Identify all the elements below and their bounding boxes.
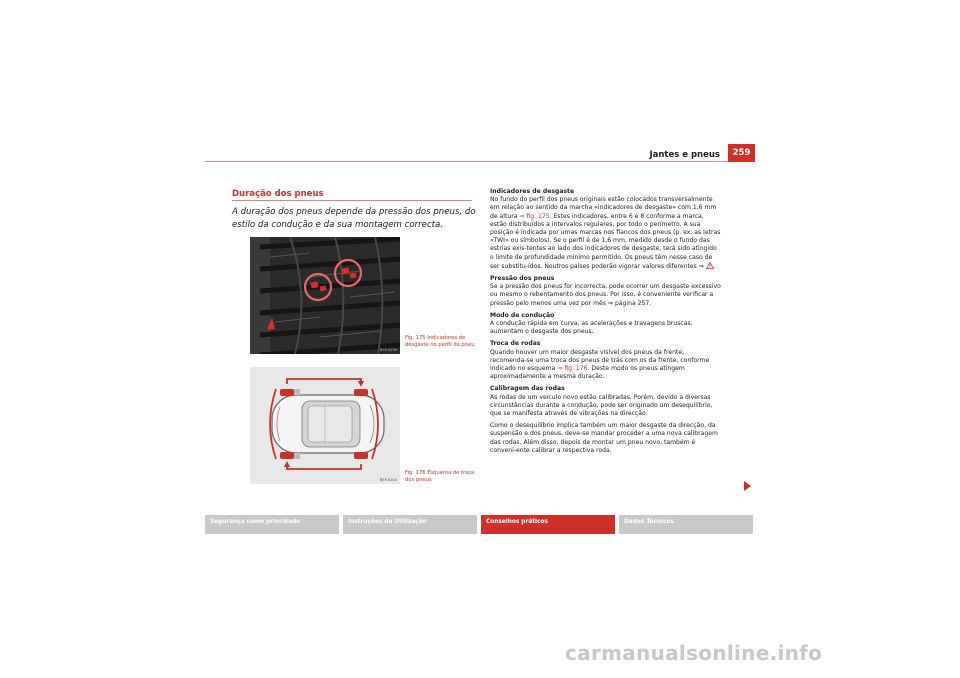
pressure-paragraph: Se a pressão dos pneus for incorrecta, pode ocorrer um desgaste excessivo ou mesmo o rebentamento dos pneus. Por isso, é conveniente verificar a pressão pelo menos uma vez por mês ⇒ página 257. bbox=[490, 283, 721, 307]
tread-illustration bbox=[250, 237, 400, 354]
figure-176-caption: Fig. 176 Esquema de troca dos pneus bbox=[405, 470, 475, 483]
header-divider bbox=[205, 161, 728, 162]
pressure-heading: Pressão dos pneus bbox=[490, 275, 555, 283]
wear-text-2: . Estes indicadores, entre 6 e 8 conforme a marca, estão distribuídos a intervalos regulares, por todo o perímetro. A sua posição é indicada por umas marcas nos flancos dos pneus (p. ex. as letras «TWI» ou símbolos). Se o perfil é de 1,6 mm, medido desde o fundo das estrias exis-tentes ao lado dos indicadores de desgaste, terá sido atingido o limite de profundidade mínimo permitido. Os pneus têm nesse caso de ser substitu-ídos. Noutros países poderão vigorar valores diferentes ⇒ bbox=[490, 212, 721, 270]
figure-175-code: B5P-0036 bbox=[380, 348, 397, 352]
swap-paragraph bbox=[490, 349, 722, 382]
section-intro: A duração dos pneus depende da pressão dos pneus, do estilo da condução e da sua montagem correcta. bbox=[232, 207, 476, 230]
driving-heading: Modo de condução bbox=[490, 311, 555, 319]
balance-paragraph-2: Como o desequilíbrio implica também um maior desgaste da direcção, da suspensão e dos pneus, deve-se mandar proceder a uma nova calibragem das rodas. Além disso, depois de montar um pneu novo, também é conveni-ente calibrar a respectiva roda. bbox=[490, 422, 718, 454]
page-number: 259 bbox=[728, 144, 755, 162]
watermark: carmanualsonline.info bbox=[565, 641, 823, 665]
tab-instrucoes[interactable]: Instruções de Utilização bbox=[343, 515, 477, 534]
wear-paragraph: No fundo do perfil dos pneus originais estão colocados transversalmente em relação ao sentido da marcha «indicadores de desgaste» com 1,6 mm de altura ⇒ fig. 175. Estes indicadores, entre 6 e 8 conforme a marca, estão distribuídos a intervalos regulares, por todo o perímetro. A sua posição é indicada por umas marcas nos flancos dos pneus (p. ex. as letras «TWI» ou símbolos). Se o perfil é de 1,6 mm, medido desde o fundo das estrias exis-tentes ao lado dos indicadores de desgaste, terá sido atingido o limite de profundidade mínimo permitido. Os pneus têm nesse caso de ser substitu-ídos. Noutros países poderão vigorar valores diferentes ⇒ . bbox=[490, 196, 721, 270]
page-header-title: Jantes e pneus bbox=[649, 150, 720, 160]
swap-text-1: Quando houver um maior desgaste visível dos pneus da frente, recomenda-se uma troca dos pneus de trás com os da frente, conforme indicado no esquema bbox=[490, 348, 710, 373]
balance-paragraph-1: As rodas de um veículo novo estão calibradas. Porém, devido a diversas circunstâncias durante a condução, pode ser originado um desequilíbrio, que se manifesta através de vibrações na direcção. bbox=[490, 393, 713, 418]
figure-175-caption: Fig. 175 Indicadores de desgaste no perfil do pneu bbox=[405, 335, 475, 348]
driving-paragraph: A condução rápida em curva, as acelerações e travagens bruscas, aumentam o desgaste dos pneus. bbox=[490, 320, 693, 336]
swap-text-2: . Deste modo os pneus atingem aproximadamente a mesma duração. bbox=[490, 365, 685, 381]
body-text-column bbox=[490, 188, 722, 455]
wear-heading: Indicadores de desgaste bbox=[490, 188, 575, 195]
figure-tire-rotation-scheme bbox=[250, 367, 400, 484]
section-title: Duração dos pneus bbox=[232, 189, 324, 199]
tab-conselhos[interactable]: Conselhos práticos bbox=[481, 515, 615, 534]
rotation-illustration bbox=[250, 367, 400, 484]
figure-tread-wear-indicators bbox=[250, 237, 400, 354]
wear-text-1: No fundo do perfil dos pneus originais estão colocados transversalmente em relação ao sentido da marcha «indicadores de desgaste» com 1,6 mm de altura bbox=[490, 196, 717, 220]
balance-heading: Calibragem das rodas bbox=[490, 385, 565, 393]
warning-icon[interactable] bbox=[706, 262, 714, 269]
next-page-arrow-icon[interactable] bbox=[744, 481, 751, 491]
figure-176-code: B5P-0104 bbox=[380, 478, 397, 482]
section-divider bbox=[232, 200, 472, 201]
fig-175-link[interactable]: ⇒ fig. 175 bbox=[519, 212, 550, 220]
swap-heading: Troca de rodas bbox=[490, 340, 541, 348]
tab-seguranca[interactable]: Segurança como prioridade bbox=[205, 515, 339, 534]
tab-dados-tecnicos[interactable]: Dados Técnicos bbox=[619, 515, 753, 534]
fig-176-link[interactable]: ⇒ fig. 176 bbox=[557, 365, 588, 373]
